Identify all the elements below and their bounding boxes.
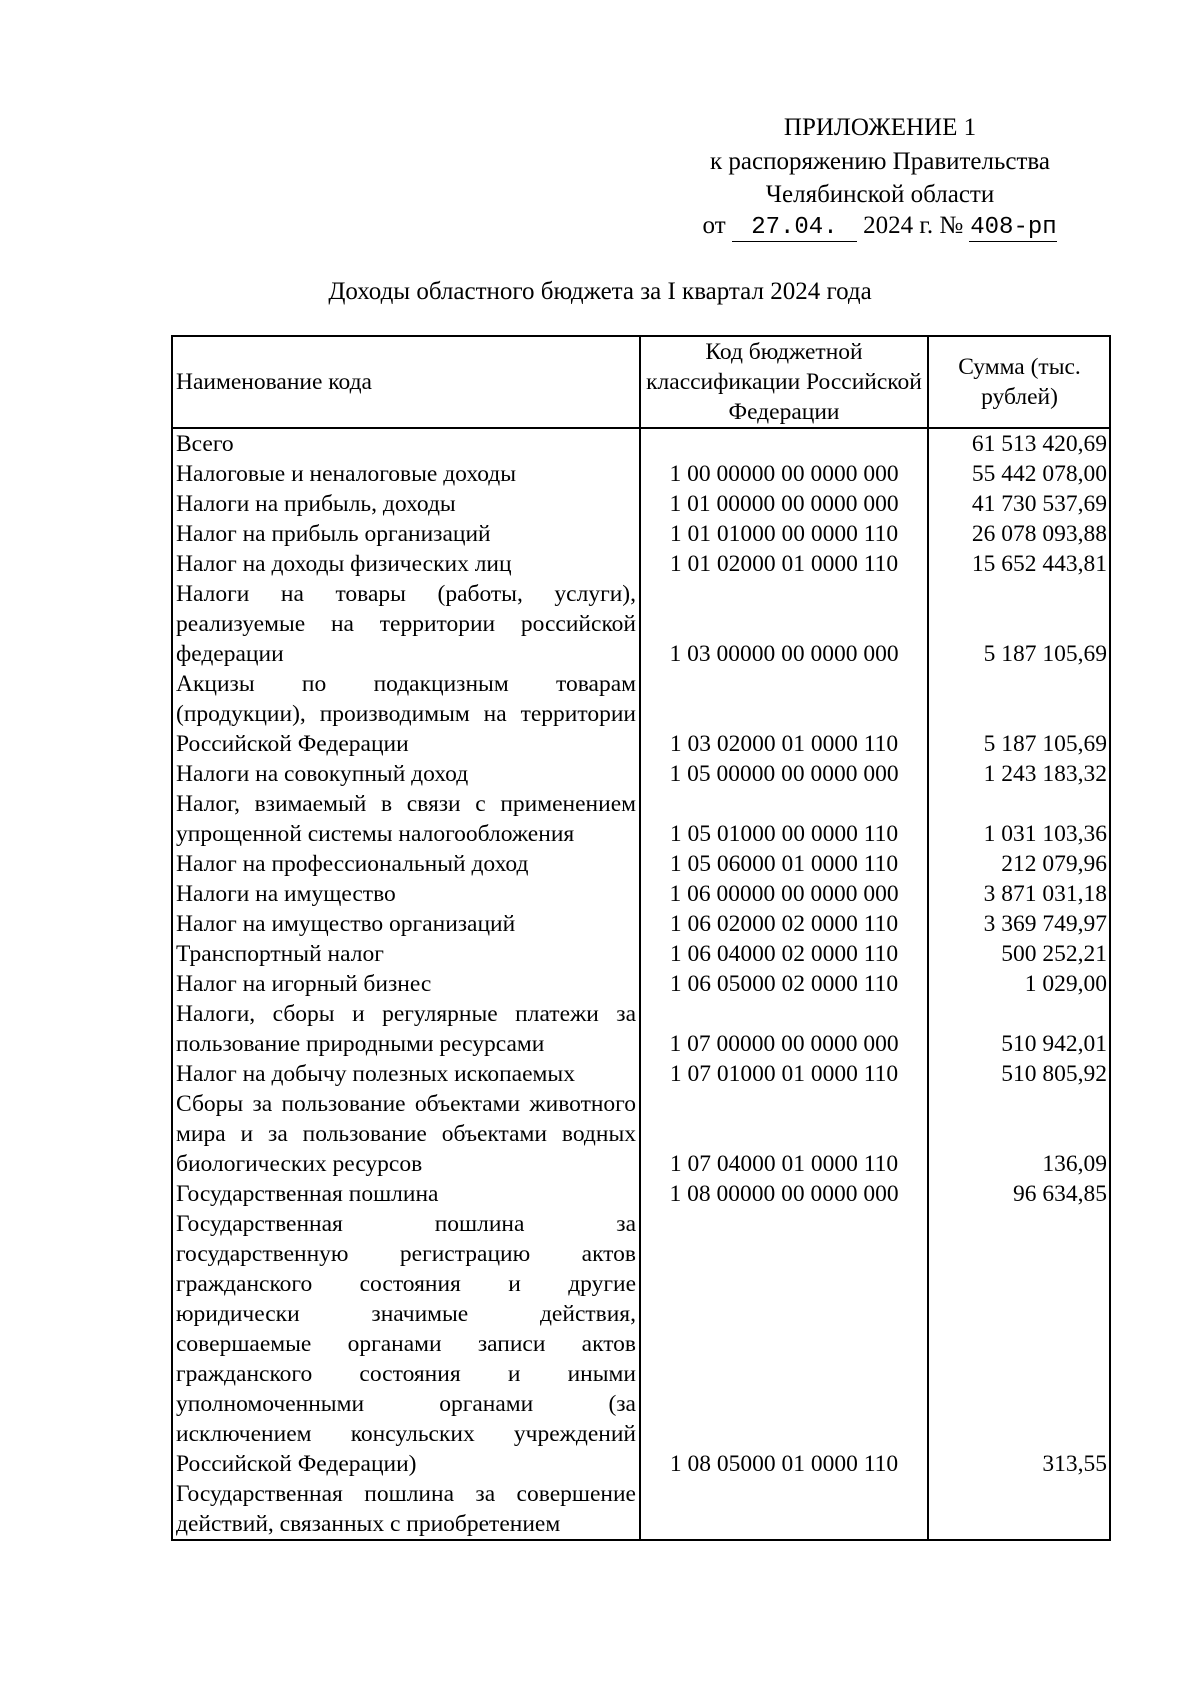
appendix-title: ПРИЛОЖЕНИЕ 1: [783, 114, 977, 141]
table-row: [172, 669, 1110, 759]
row-code: [640, 1479, 928, 1540]
row-sum: 1 243 183,32: [928, 759, 1110, 789]
row-name: Налоги, сборы и регулярные платежи за пользование природными ресурсами: [172, 999, 640, 1059]
row-code: 1 06 04000 02 0000 110: [640, 939, 928, 969]
row-code: 1 01 01000 00 0000 110: [640, 519, 928, 549]
row-name: Налог на добычу полезных ископаемых: [172, 1059, 640, 1089]
table-row: [172, 489, 1110, 519]
row-name: Государственная пошлина за государственную регистрацию актов гражданского состояния и другие юридически значимые действия, совершаемые органами записи актов гражданского состояния и иными уполномоченными органами (за исключением консульских учреждений Российской Федерации): [172, 1209, 640, 1479]
table-row: [172, 969, 1110, 999]
row-name: Налоги на прибыль, доходы: [172, 489, 640, 519]
row-name: Налоги на совокупный доход: [172, 759, 640, 789]
row-code: 1 08 00000 00 0000 000: [640, 1179, 928, 1209]
table-row: [172, 909, 1110, 939]
row-sum: [928, 1479, 1110, 1540]
row-name: Транспортный налог: [172, 939, 640, 969]
row-code: 1 01 02000 01 0000 110: [640, 549, 928, 579]
table-row: [172, 1179, 1110, 1209]
row-name: Налоги на товары (работы, услуги), реализуемые на территории российской федерации: [172, 579, 640, 669]
row-sum: 61 513 420,69: [928, 428, 1110, 459]
table-body: [172, 428, 1110, 1540]
row-code: 1 07 00000 00 0000 000: [640, 999, 928, 1059]
table-row: [172, 579, 1110, 669]
from-label: от: [702, 212, 726, 239]
row-code: 1 06 00000 00 0000 000: [640, 879, 928, 909]
row-name: Государственная пошлина за совершение действий, связанных с приобретением: [172, 1479, 640, 1540]
table-row: [172, 549, 1110, 579]
row-sum: 96 634,85: [928, 1179, 1110, 1209]
row-sum: 26 078 093,88: [928, 519, 1110, 549]
row-sum: 5 187 105,69: [928, 579, 1110, 669]
row-name: Налог, взимаемый в связи с применением упрощенной системы налогообложения: [172, 789, 640, 849]
row-sum: 15 652 443,81: [928, 549, 1110, 579]
revenue-table: [171, 335, 1111, 1541]
row-name: Налог на прибыль организаций: [172, 519, 640, 549]
handwritten-date: 27.04.: [732, 215, 857, 242]
row-name: Налоговые и неналоговые доходы: [172, 459, 640, 489]
year-number-label: 2024 г. №: [863, 212, 964, 239]
table-row: [172, 428, 1110, 459]
header-sum: Сумма (тыс. рублей): [928, 336, 1110, 428]
table-row: [172, 1089, 1110, 1179]
row-name: Налог на имущество организаций: [172, 909, 640, 939]
row-code: 1 00 00000 00 0000 000: [640, 459, 928, 489]
row-sum: 1 029,00: [928, 969, 1110, 999]
row-name: Налог на профессиональный доход: [172, 849, 640, 879]
row-sum: 3 369 749,97: [928, 909, 1110, 939]
table-header-row: [172, 336, 1110, 428]
appendix-line-region: Челябинской области: [765, 181, 995, 208]
table-row: [172, 759, 1110, 789]
row-code: 1 06 02000 02 0000 110: [640, 909, 928, 939]
row-code: 1 08 05000 01 0000 110: [640, 1209, 928, 1479]
row-code: 1 05 01000 00 0000 110: [640, 789, 928, 849]
row-code: 1 07 04000 01 0000 110: [640, 1089, 928, 1179]
row-code: 1 01 00000 00 0000 000: [640, 489, 928, 519]
appendix-line-order: к распоряжению Правительства: [709, 148, 1050, 175]
row-name: Налоги на имущество: [172, 879, 640, 909]
handwritten-number: 408-рп: [970, 214, 1057, 241]
row-code: 1 07 01000 01 0000 110: [640, 1059, 928, 1089]
appendix-date-line: [640, 210, 1120, 242]
row-name: Налог на доходы физических лиц: [172, 549, 640, 579]
table-row: [172, 519, 1110, 549]
row-name: Налог на игорный бизнес: [172, 969, 640, 999]
row-sum: 55 442 078,00: [928, 459, 1110, 489]
table-row: [172, 1209, 1110, 1479]
row-name: Сборы за пользование объектами животного мира и за пользование объектами водных биологических ресурсов: [172, 1089, 640, 1179]
table-row: [172, 459, 1110, 489]
row-name: Акцизы по подакцизным товарам (продукции), производимым на территории Российской Федерации: [172, 669, 640, 759]
table-row: [172, 849, 1110, 879]
row-sum: 212 079,96: [928, 849, 1110, 879]
row-code: 1 03 02000 01 0000 110: [640, 669, 928, 759]
table-row: [172, 1059, 1110, 1089]
table-row: [172, 789, 1110, 849]
row-code: 1 05 06000 01 0000 110: [640, 849, 928, 879]
row-sum: 5 187 105,69: [928, 669, 1110, 759]
row-name: Государственная пошлина: [172, 1179, 640, 1209]
row-sum: 313,55: [928, 1209, 1110, 1479]
table-row: [172, 1479, 1110, 1540]
header-name: Наименование кода: [172, 336, 640, 428]
row-code: 1 06 05000 02 0000 110: [640, 969, 928, 999]
row-code: 1 03 00000 00 0000 000: [640, 579, 928, 669]
document-title: Доходы областного бюджета за I квартал 2024 года: [328, 278, 872, 305]
row-sum: 510 805,92: [928, 1059, 1110, 1089]
row-sum: 1 031 103,36: [928, 789, 1110, 849]
row-sum: 41 730 537,69: [928, 489, 1110, 519]
row-sum: 510 942,01: [928, 999, 1110, 1059]
row-code: 1 05 00000 00 0000 000: [640, 759, 928, 789]
row-sum: 136,09: [928, 1089, 1110, 1179]
row-sum: 3 871 031,18: [928, 879, 1110, 909]
table-row: [172, 879, 1110, 909]
row-code: [640, 428, 928, 459]
table-row: [172, 939, 1110, 969]
header-code: Код бюджетной классификации Российской Федерации: [640, 336, 928, 428]
row-name: Всего: [172, 428, 640, 459]
table-row: [172, 999, 1110, 1059]
row-sum: 500 252,21: [928, 939, 1110, 969]
